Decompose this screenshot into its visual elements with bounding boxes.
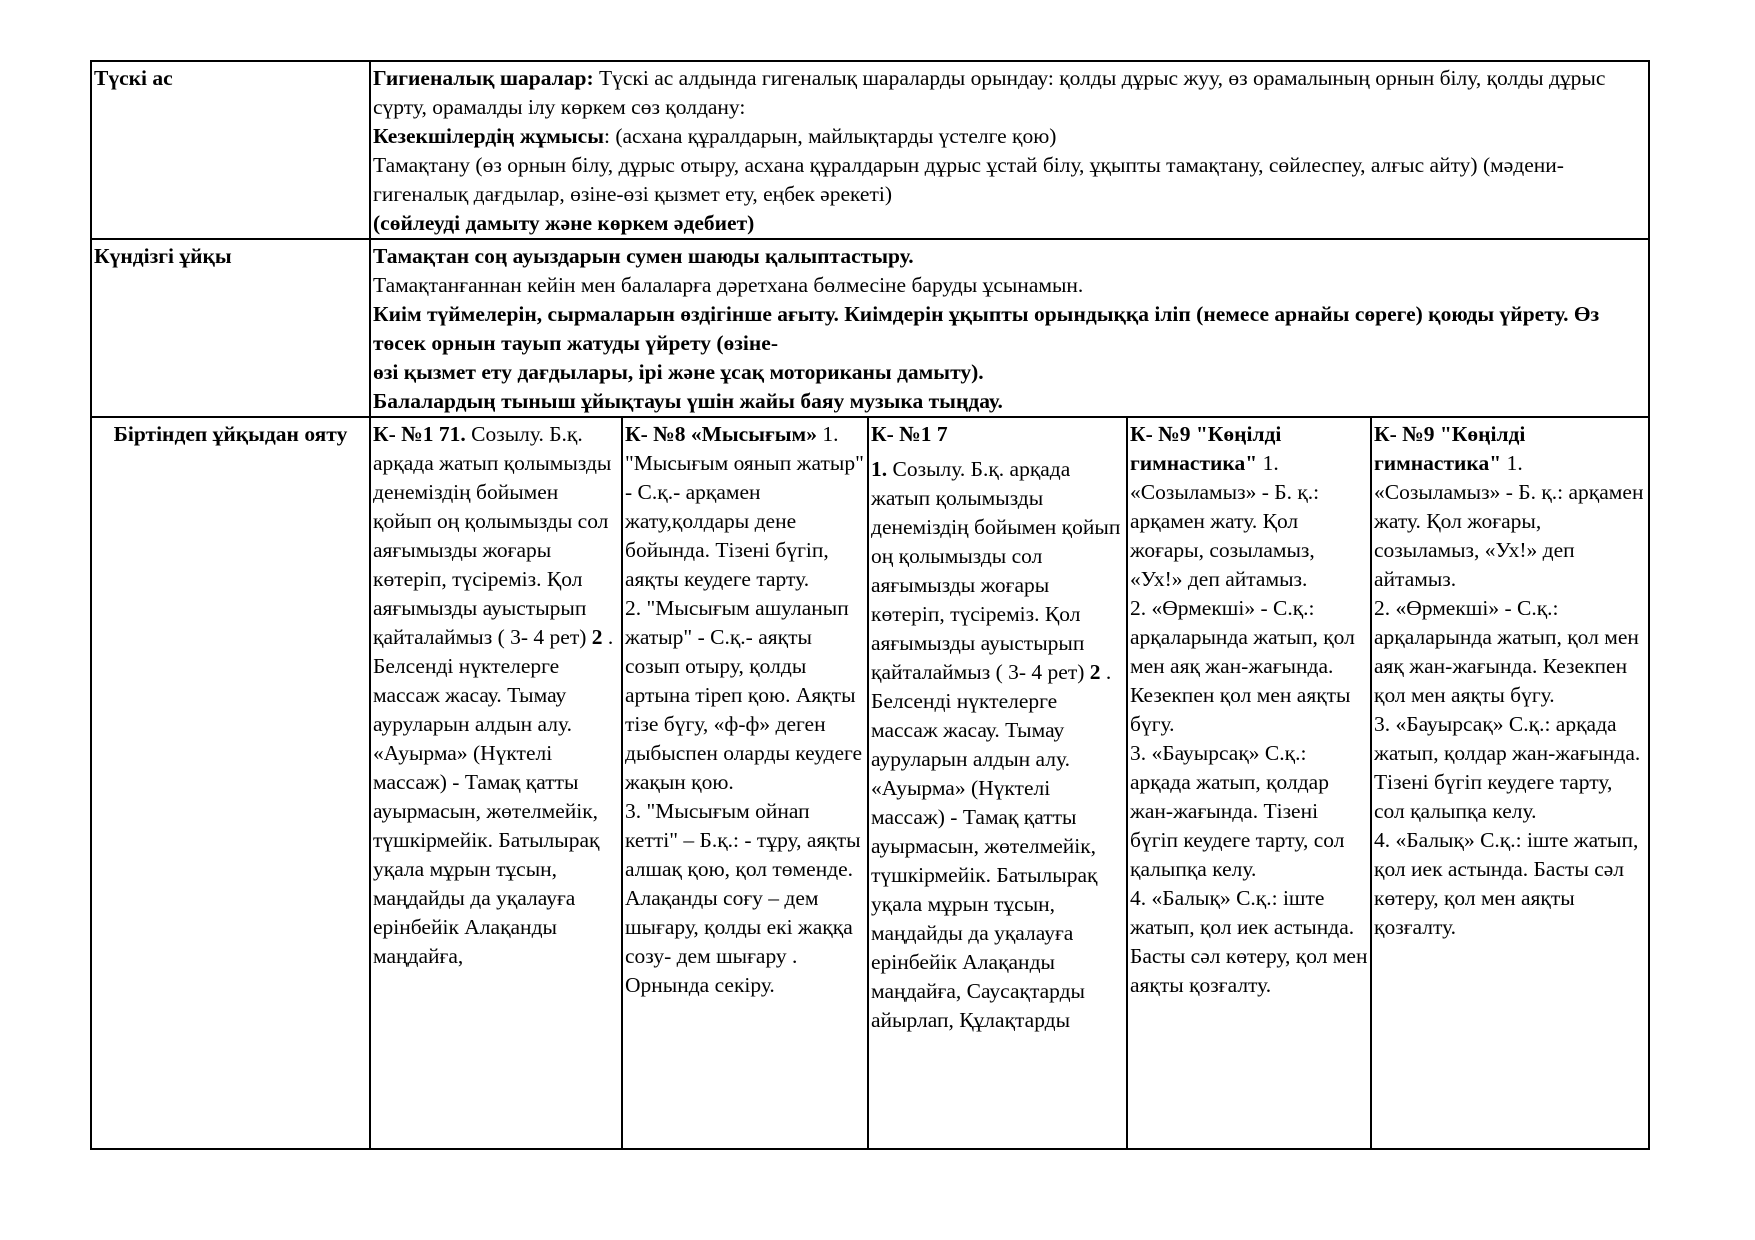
lunch-note: (сөйлеуді дамыту және көркем әдебиет) bbox=[373, 211, 755, 235]
nap-content bbox=[370, 239, 1649, 417]
row-label-lunch: Түскі ас bbox=[91, 61, 370, 239]
schedule-table bbox=[90, 60, 1650, 1150]
wake-col-1-text: Созылу. Б.қ. арқада жатып қолымызды денеміздің бойымен қойып оң қолымызды сол аяғымызды жоғары көтеріп, түсіреміз. Қол аяғымызды ауыстырып қайталаймыз ( 3- 4 рет) bbox=[373, 422, 612, 649]
wake-col-5 bbox=[1371, 417, 1649, 1149]
nap-line-1: Тамақтан соң ауыздарын сумен шаюды қалыптастыру. bbox=[373, 244, 914, 268]
lunch-duty bbox=[373, 122, 1646, 151]
wake-col-3-num2: 2 bbox=[1089, 660, 1101, 684]
wake-col-1 bbox=[370, 417, 622, 1149]
row-wake bbox=[91, 417, 1649, 1149]
lunch-duty-title: Кезекшілердің жұмысы bbox=[373, 124, 604, 148]
lunch-hygiene-text: Түскі ас алдында гигеналық шараларды орындау: қолды дұрыс жуу, өз орамалының орнын білу, қолды дұрыс сүрту, орамалды ілу көркем сөз қолдану: bbox=[373, 66, 1606, 119]
wake-col-1-num: 2 bbox=[591, 625, 603, 649]
nap-line-4: өзі қызмет ету дағдылары, ірі және ұсақ моториканы дамыту). bbox=[373, 360, 984, 384]
wake-col-5-title: К- №9 "Көңілді гимнастика" bbox=[1374, 422, 1526, 475]
wake-col-1-title: К- №1 71. bbox=[373, 422, 466, 446]
wake-col-4-title: К- №9 "Көңілді гимнастика" bbox=[1130, 422, 1282, 475]
wake-col-2-title: К- №8 «Мысығым» bbox=[625, 422, 817, 446]
nap-line-3: Киім түймелерін, сырмаларын өздігінше ағыту. Киімдерін ұқыпты орындыққа іліп (немесе арнайы сөреге) қоюды үйрету. Өз төсек орнын тауып жатуды үйрету (өзіне- bbox=[373, 302, 1600, 355]
row-lunch bbox=[91, 61, 1649, 239]
wake-col-3-body bbox=[871, 455, 1124, 1035]
wake-col-2-text: 1. "Мысығым оянып жатыр" - С.қ.- арқамен жату,қолдары дене бойында. Тізені бүгіп, аяқты кеудеге тарту. 2. "Мысығым ашуланып жатыр" - С.қ.- аяқты созып отыру, қолды артына тіреп қою. Аяқты тізе бүгу, «ф-ф» деген дыбыспен оларды кеудеге жақын қою. 3. "Мысығым ойнап кетті" – Б.қ.: - тұру, аяқты алшақ қою, қол төменде. Алақанды соғу – дем шығару, қолды екі жаққа созу- дем шығару . Орнында секіру. bbox=[625, 422, 864, 997]
wake-col-3-num1: 1. bbox=[871, 457, 888, 481]
lunch-content bbox=[370, 61, 1649, 239]
lunch-hygiene bbox=[373, 64, 1646, 122]
wake-col-4-text: 1. «Созыламыз» - Б. қ.: арқамен жату. Қол жоғары, созыламыз, «Ух!» деп айтамыз. 2. «Өрмекші» - С.қ.: арқаларында жатып, қол мен аяқ жан-жағында. Кезекпен қол мен аяқты бүгу. 3. «Бауырсақ» С.қ.: арқада жатып, қолдар жан-жағында. Тізені бүгіп кеудеге тарту, сол қалыпқа келу. 4. «Балық» С.қ.: іште жатып, қол иек астында. Басты сәл көтеру, қол мен аяқты қозғалту. bbox=[1130, 451, 1368, 997]
wake-col-3 bbox=[868, 417, 1127, 1149]
wake-col-4 bbox=[1127, 417, 1371, 1149]
nap-line-2: Тамақтанғаннан кейін мен балаларға дәретхана бөлмесіне баруды ұсынамын. bbox=[373, 273, 1084, 297]
row-nap bbox=[91, 239, 1649, 417]
nap-line-5: Балалардың тыныш ұйықтауы үшін жайы баяу музыка тыңдау. bbox=[373, 389, 1003, 413]
lunch-hygiene-title: Гигиеналық шаралар: bbox=[373, 66, 594, 90]
row-label-wake: Біртіндеп ұйқыдан ояту bbox=[91, 417, 370, 1149]
wake-col-3-text: Созылу. Б.қ. арқада жатып қолымызды денеміздің бойымен қойып оң қолымызды сол аяғымызды жоғары көтеріп, түсіреміз. Қол аяғымызды ауыстырып қайталаймыз ( 3- 4 рет) bbox=[871, 457, 1121, 684]
wake-col-2 bbox=[622, 417, 868, 1149]
wake-col-3-text2: . Белсенді нүктелерге массаж жасау. Тымау ауруларын алдын алу. «Ауырма» (Нүктелі массаж) - Тамақ қатты ауырмасын, жөтелмейік, түшкірмейік. Батылырақ уқала мұрын тұсын, маңдайды да уқалауға ерінбейік Алақанды маңдайға, Саусақтарды айырлап, Құлақтарды bbox=[871, 660, 1112, 1032]
wake-col-3-title: К- №1 7 bbox=[871, 422, 948, 446]
wake-col-5-text: 1. «Созыламыз» - Б. қ.: арқамен жату. Қол жоғары, созыламыз, «Ух!» деп айтамыз. 2. «Өрмекші» - С.қ.: арқаларында жатып, қол мен аяқ жан-жағында. Кезекпен қол мен аяқты бүгу. 3. «Бауырсақ» С.қ.: арқада жатып, қолдар жан-жағында. Тізені бүгіп кеудеге тарту, сол қалыпқа келу. 4. «Балық» С.қ.: іште жатып, қол иек астында. Басты сәл көтеру, қол мен аяқты қозғалту. bbox=[1374, 451, 1644, 939]
lunch-eating: Тамақтану (өз орнын білу, дұрыс отыру, асхана құралдарын дұрыс ұстай білу, ұқыпты тамақтану, сөйлеспеу, алғыс айту) (мәдени-гигеналық дағдылар, өзіне-өзі қызмет ету, еңбек әрекеті) bbox=[373, 153, 1564, 206]
row-label-nap: Күндізгі ұйқы bbox=[91, 239, 370, 417]
wake-col-1-text2: . Белсенді нүктелерге массаж жасау. Тымау ауруларын алдын алу. «Ауырма» (Нүктелі массаж) - Тамақ қатты ауырмасын, жөтелмейік, түшкірмейік. Батылырақ уқала мұрын тұсын, маңдайды да уқалауға ерінбейік Алақанды маңдайға, bbox=[373, 625, 614, 968]
lunch-duty-text: : (асхана құралдарын, майлықтарды үстелге қою) bbox=[604, 124, 1057, 148]
